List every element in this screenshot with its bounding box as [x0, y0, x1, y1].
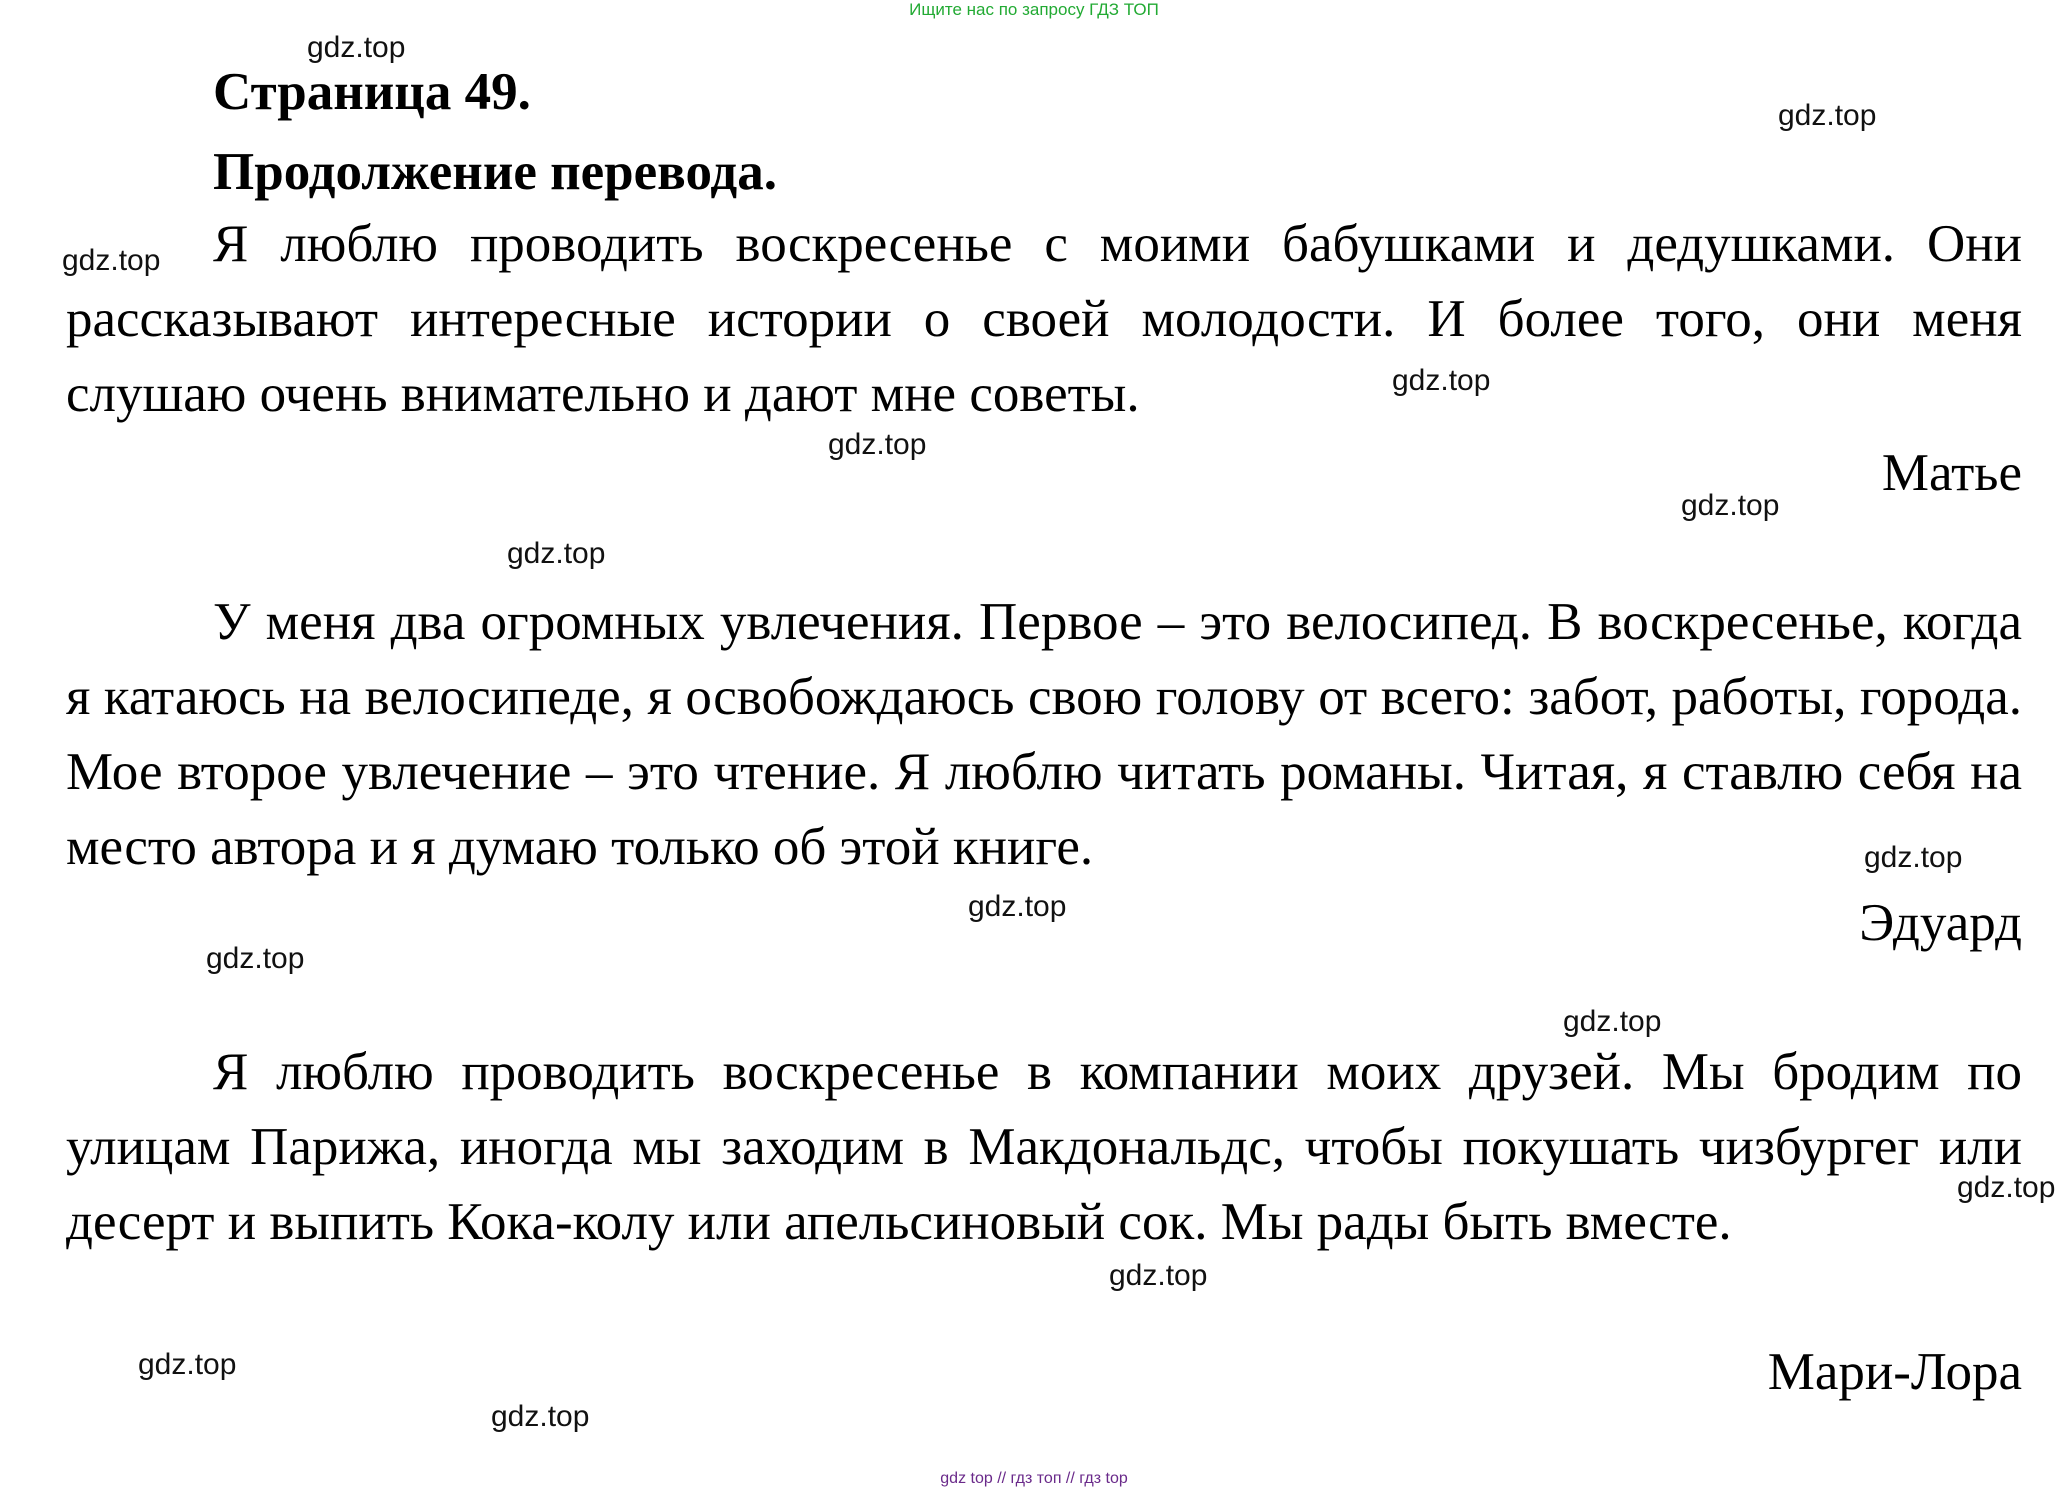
paragraph-3: Я люблю проводить воскресенье в компании моих друзей. Мы бродим по улицам Парижа, иногда мы заходим в Макдональдс, чтобы покушать чизбургег или десерт и выпить Кока-колу или апельсиновый сок. Мы рады быть вместе. [66, 1043, 2022, 1251]
watermark: gdz.top [1681, 489, 1780, 522]
watermark: gdz.top [1957, 1171, 2056, 1204]
watermark: gdz.top [138, 1348, 237, 1381]
watermark: gdz.top [507, 537, 606, 570]
watermark: gdz.top [206, 942, 305, 975]
section-subtitle: Продолжение перевода. [213, 143, 777, 201]
watermark: gdz.top [1109, 1259, 1208, 1292]
watermark: gdz.top [491, 1400, 590, 1433]
top-banner: Ищите нас по запросу ГДЗ ТОП [909, 0, 1159, 19]
watermark: gdz.top [1864, 841, 1963, 874]
watermark: gdz.top [1778, 99, 1877, 132]
paragraph-1: Я люблю проводить воскресенье с моими бабушками и дедушками. Они рассказывают интересные истории о своей молодости. И более того, они меня слушаю очень внимательно и дают мне советы. [66, 215, 2022, 423]
author-signature-3: Мари-Лора [1767, 1343, 2022, 1401]
page-title: Страница 49. [213, 63, 531, 121]
watermark: gdz.top [968, 890, 1067, 923]
watermark: gdz.top [62, 244, 161, 277]
watermark: gdz.top [1563, 1005, 1662, 1038]
watermark: gdz.top [307, 31, 406, 64]
paragraph-2: У меня два огромных увлечения. Первое – это велосипед. В воскресенье, когда я катаюсь на велосипеде, я освобождаюсь свою голову от всего: забот, работы, города. Мое второе увлечение – это чтение. Я люблю читать романы. Читая, я ставлю себя на место автора и я думаю только об этой книге. [66, 593, 2022, 876]
author-signature-1: Матье [1881, 444, 2022, 502]
watermark: gdz.top [1392, 364, 1491, 397]
watermark: gdz.top [828, 428, 927, 461]
footer-watermark: gdz top // гдз топ // гдз top [940, 1470, 1128, 1487]
author-signature-2: Эдуард [1859, 894, 2022, 952]
